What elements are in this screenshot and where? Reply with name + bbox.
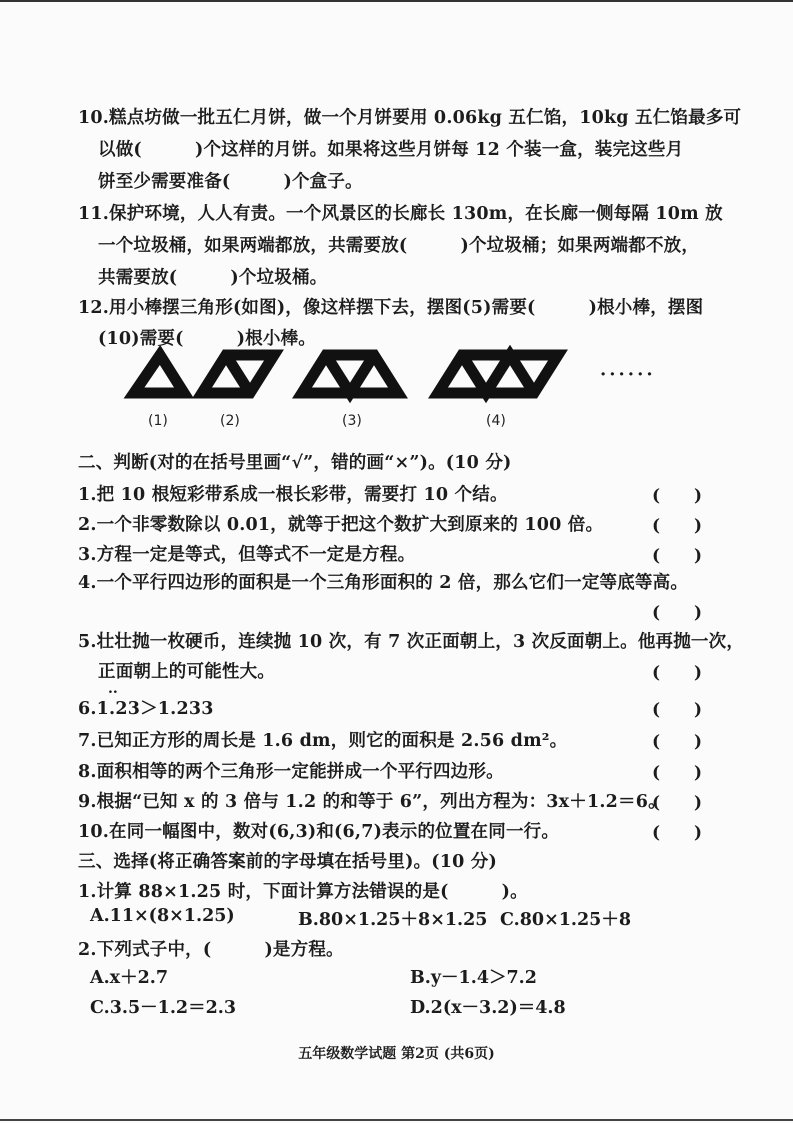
triangles-3-sticks — [302, 355, 398, 393]
choice-q2-option-b: B.y－1.4＞7.2 — [410, 968, 537, 988]
judge-item-10: 10.在同一幅图中，数对(6,3)和(6,7)表示的位置在同一行。 — [78, 822, 560, 842]
judge-item-9: 9.根据“已知 x 的 3 倍与 1.2 的和等于 6”，列出方程为：3x＋1.2＝6。 — [78, 792, 666, 812]
triangle-group-4 — [438, 355, 558, 393]
judge-answer-8[interactable]: ( ) — [652, 763, 703, 783]
triangle-group-3 — [302, 355, 398, 393]
judge-answer-4[interactable]: ( ) — [652, 603, 703, 623]
triangle-group-2 — [202, 355, 274, 393]
triangles-2-sticks — [202, 355, 274, 393]
judge-item-7: 7.已知正方形的周长是 1.6 dm，则它的面积是 2.56 dm²。 — [78, 731, 568, 751]
figure-label-4: (4) — [486, 413, 506, 429]
judge-answer-10[interactable]: ( ) — [652, 823, 703, 843]
judge-item-5: 5.壮壮抛一枚硬币，连续抛 10 次，有 7 次正面朝上，3 次反面朝上。他再抛一次， — [78, 632, 745, 652]
judge-item-3: 3.方程一定是等式，但等式不一定是方程。 — [78, 545, 416, 565]
triangle-group-1 — [134, 355, 184, 393]
choice-q1-stem: 1.计算 88×1.25 时，下面计算方法错误的是( )。 — [78, 882, 528, 902]
judge-answer-7[interactable]: ( ) — [652, 732, 703, 752]
judge-item-1: 1.把 10 根短彩带系成一根长彩带，需要打 10 个结。 — [78, 485, 508, 505]
q11-line-1: 11.保护环境，人人有责。一个风景区的长廊长 130m，在长廊一侧每隔 10m 放 — [78, 204, 723, 224]
judge-answer-5[interactable]: ( ) — [652, 663, 703, 683]
figure-label-1: (1) — [148, 413, 168, 429]
judge-item-5-cont: 正面朝上的可能性大。 — [98, 662, 275, 682]
stick-triangle-figure — [120, 345, 690, 440]
page-footer: 五年级数学试题 第2页 (共6页) — [298, 1046, 495, 1062]
choice-q2-option-d: D.2(x－3.2)＝4.8 — [410, 998, 566, 1018]
judge-item-2: 2.一个非零数除以 0.01，就等于把这个数扩大到原来的 100 倍。 — [78, 515, 604, 535]
judge-answer-9[interactable]: ( ) — [652, 793, 703, 813]
choice-q1-option-b: B.80×1.25＋8×1.25 — [298, 910, 488, 930]
judge-answer-6[interactable]: ( ) — [652, 700, 703, 720]
judge-item-4: 4.一个平行四边形的面积是一个三角形面积的 2 倍，那么它们一定等底等高。 — [78, 573, 689, 593]
judge-answer-1[interactable]: ( ) — [652, 486, 703, 506]
judge-answer-3[interactable]: ( ) — [652, 546, 703, 566]
repeating-decimal-dots: .. — [108, 681, 118, 697]
q11-line-3: 共需要放( )个垃圾桶。 — [98, 268, 328, 288]
figure-ellipsis: ······ — [600, 364, 656, 385]
q10-line-3: 饼至少需要准备( )个盒子。 — [98, 172, 363, 192]
choice-q2-option-a: A.x＋2.7 — [90, 968, 169, 988]
q10-line-2: 以做( )个这样的月饼。如果将这些月饼每 12 个装一盒，装完这些月 — [98, 140, 684, 160]
judge-item-6: 6.1.23＞1.233 — [78, 699, 214, 719]
judge-answer-2[interactable]: ( ) — [652, 516, 703, 536]
bottom-border — [0, 1119, 793, 1121]
section3-heading: 三、选择(将正确答案前的字母填在括号里)。(10 分) — [78, 852, 497, 872]
triangles-4-sticks — [438, 355, 558, 393]
q10-line-1: 10.糕点坊做一批五仁月饼，做一个月饼要用 0.06kg 五仁馅，10kg 五仁馅最多可 — [78, 108, 742, 128]
q12-line-1: 12.用小棒摆三角形(如图)，像这样摆下去，摆图(5)需要( )根小棒，摆图 — [78, 298, 704, 318]
top-border — [0, 0, 793, 2]
section2-heading: 二、判断(对的在括号里画“√”，错的画“×”)。(10 分) — [78, 453, 512, 473]
q12-line-2: (10)需要( )根小棒。 — [98, 329, 316, 349]
q11-line-2: 一个垃圾桶，如果两端都放，共需要放( )个垃圾桶；如果两端都不放， — [98, 236, 700, 256]
choice-q1-option-c: C.80×1.25＋8 — [500, 910, 632, 930]
choice-q2-stem: 2.下列式子中，( )是方程。 — [78, 940, 344, 960]
triangles-1-sticks — [134, 355, 184, 393]
figure-label-2: (2) — [220, 413, 240, 429]
figure-label-3: (3) — [342, 413, 362, 429]
judge-item-8: 8.面积相等的两个三角形一定能拼成一个平行四边形。 — [78, 762, 504, 782]
choice-q1-option-a: A.11×(8×1.25) — [90, 906, 235, 926]
choice-q2-option-c: C.3.5－1.2＝2.3 — [90, 998, 237, 1018]
